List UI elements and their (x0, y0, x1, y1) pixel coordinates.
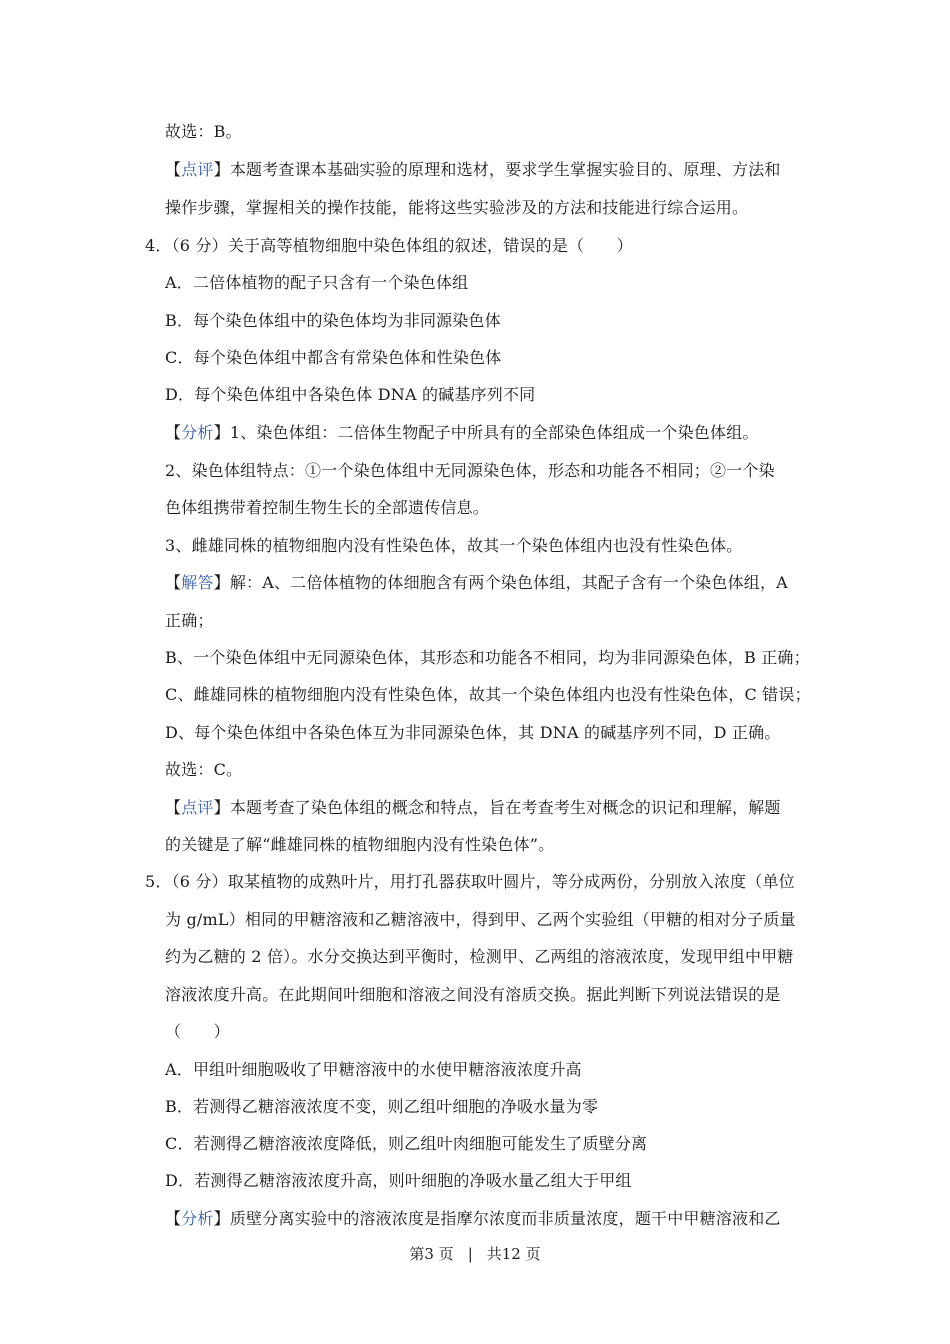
option-a: A．二倍体植物的配子只含有一个染色体组 (165, 273, 469, 292)
text-line: D、每个染色体组中各染色体互为非同源染色体，其 DNA 的碱基序列不同，D 正确。 (165, 723, 781, 742)
text-line: 操作步骤，掌握相关的操作技能，能将这些实验涉及的方法和技能进行综合运用。 (165, 198, 749, 217)
text-line: 约为乙糖的 2 倍）。水分交换达到平衡时，检测甲、乙两组的溶液浓度，发现甲组中甲糖 (165, 947, 794, 966)
analysis-line: 【分析】1、染色体组：二倍体生物配子中所具有的全部染色体组成一个染色体组。 (165, 423, 759, 442)
option-c: C．每个染色体组中都含有常染色体和性染色体 (165, 348, 502, 367)
answer-line: 【解答】解：A、二倍体植物的体细胞含有两个染色体组，其配子含有一个染色体组，A (165, 573, 788, 592)
question-stem: 4．（6 分）关于高等植物细胞中染色体组的叙述，错误的是（ ） (145, 236, 633, 255)
text-line: B、一个染色体组中无同源染色体，其形态和功能各不相同，均为非同源染色体，B 正确； (165, 648, 810, 667)
comment-line: 【点评】本题考查了染色体组的概念和特点，旨在考查考生对概念的识记和理解，解题 (165, 798, 781, 817)
page-total: 共12 页 (486, 1245, 541, 1263)
option-b: B．若测得乙糖溶液浓度不变，则乙组叶细胞的净吸水量为零 (165, 1097, 599, 1116)
page-number: 第3 页 (409, 1245, 454, 1263)
text-line: （ ） (165, 1022, 230, 1041)
text-line: 故选：B。 (165, 122, 242, 141)
option-c: C．若测得乙糖溶液浓度降低，则乙组叶肉细胞可能发生了质壁分离 (165, 1134, 648, 1153)
text-line: 2、染色体组特点：①一个染色体组中无同源染色体，形态和功能各不相同；②一个染 (165, 461, 775, 480)
analysis-line: 【分析】质壁分离实验中的溶液浓度是指摩尔浓度而非质量浓度，题干中甲糖溶液和乙 (165, 1209, 781, 1228)
text-line: 为 g/mL）相同的甲糖溶液和乙糖溶液中，得到甲、乙两个实验组（甲糖的相对分子质量 (165, 910, 796, 929)
comment-line: 【点评】本题考查课本基础实验的原理和选材，要求学生掌握实验目的、原理、方法和 (165, 160, 781, 179)
option-d: D．若测得乙糖溶液浓度升高，则叶细胞的净吸水量乙组大于甲组 (165, 1171, 632, 1190)
option-d: D．每个染色体组中各染色体 DNA 的碱基序列不同 (165, 385, 536, 404)
text-line: 溶液浓度升高。在此期间叶细胞和溶液之间没有溶质交换。据此判断下列说法错误的是 (165, 985, 781, 1004)
text-line: 色体组携带着控制生物生长的全部遗传信息。 (165, 498, 490, 517)
option-b: B．每个染色体组中的染色体均为非同源染色体 (165, 311, 501, 330)
footer-separator: | (467, 1245, 473, 1263)
text-line: 故选：C。 (165, 760, 243, 779)
page-footer (0, 1244, 950, 1264)
text-line: 正确； (165, 611, 214, 630)
question-stem: 5．（6 分）取某植物的成熟叶片，用打孔器获取叶圆片，等分成两份，分别放入浓度（单位 (145, 872, 795, 891)
option-a: A．甲组叶细胞吸收了甲糖溶液中的水使甲糖溶液浓度升高 (165, 1060, 582, 1079)
text-line: C、雌雄同株的植物细胞内没有性染色体，故其一个染色体组内也没有性染色体，C 错误； (165, 685, 811, 704)
text-line: 3、雌雄同株的植物细胞内没有性染色体，故其一个染色体组内也没有性染色体。 (165, 536, 743, 555)
text-line: 的关键是了解“雌雄同株的植物细胞内没有性染色体”。 (165, 835, 555, 854)
